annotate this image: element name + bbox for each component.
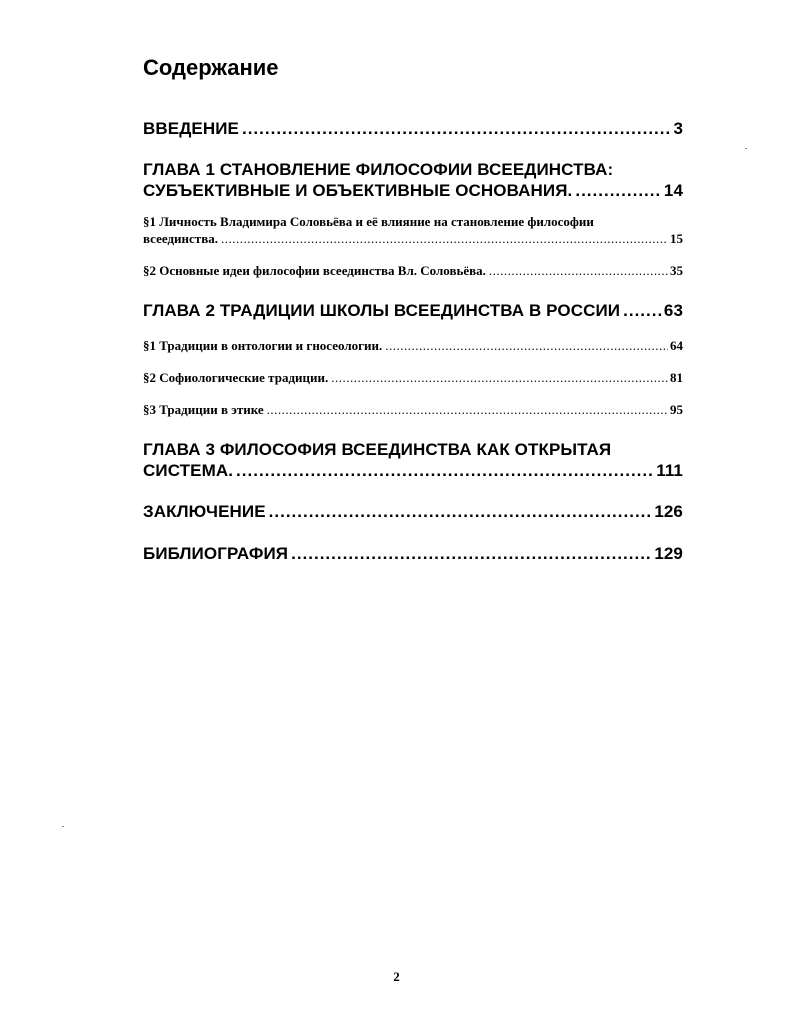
dot-leader xyxy=(221,230,668,247)
toc-page-number: 14 xyxy=(663,181,683,200)
toc-entry-text: ВВЕДЕНИЕ xyxy=(143,119,239,138)
toc-entry-chapter-2-section-1[interactable] xyxy=(143,337,683,354)
toc-title: Содержание xyxy=(143,55,279,80)
toc-entry-text: ГЛАВА 1 СТАНОВЛЕНИЕ ФИЛОСОФИИ ВСЕЕДИНСТВА: xyxy=(143,160,614,179)
toc-entry-text: §3 Традиции в этике xyxy=(143,402,264,417)
toc-entry-chapter-1[interactable] xyxy=(143,159,683,201)
dot-leader xyxy=(269,501,653,522)
toc-entry-chapter-2-section-3[interactable] xyxy=(143,401,683,418)
page-number: 2 xyxy=(393,969,400,984)
toc-page-number: 3 xyxy=(673,119,683,138)
toc-entry-chapter-2-section-2[interactable] xyxy=(143,369,683,386)
toc-entry-conclusion[interactable] xyxy=(143,501,683,522)
toc-entry-chapter-3[interactable] xyxy=(143,439,683,481)
dot-leader xyxy=(331,369,668,386)
toc-page-number: 126 xyxy=(654,502,683,521)
scan-speck xyxy=(62,826,64,827)
toc-entry-chapter-2[interactable] xyxy=(143,300,683,321)
toc-entry-bibliography[interactable] xyxy=(143,543,683,564)
dot-leader xyxy=(236,460,654,481)
toc-entry-text: ЗАКЛЮЧЕНИЕ xyxy=(143,502,266,521)
dot-leader xyxy=(291,543,652,564)
toc-entry-text: ГЛАВА 3 ФИЛОСОФИЯ ВСЕЕДИНСТВА КАК ОТКРЫТАЯ xyxy=(143,440,612,459)
dot-leader xyxy=(242,118,671,139)
toc-page-number: 129 xyxy=(654,544,683,563)
toc-entry-chapter-1-section-2[interactable] xyxy=(143,262,683,279)
toc-page-number: 95 xyxy=(670,402,683,417)
toc-entry-text: §1 Традиции в онтологии и гносеологии. xyxy=(143,338,383,353)
toc-entry-text: §2 Основные идеи философии всеединства Вл. Соловьёва. xyxy=(143,263,486,278)
toc-page-number: 81 xyxy=(670,370,683,385)
toc-entry-text: §2 Софиологические традиции. xyxy=(143,370,329,385)
dot-leader xyxy=(489,262,668,279)
dot-leader xyxy=(385,337,668,354)
dot-leader xyxy=(267,401,668,418)
toc-entry-text: §1 Личность Владимира Соловьёва и её влияние на становление философии xyxy=(143,214,594,229)
toc-entry-chapter-1-section-1[interactable] xyxy=(143,213,683,247)
toc-page-number: 15 xyxy=(670,231,683,246)
toc-page-number: 63 xyxy=(663,301,683,320)
dot-leader xyxy=(575,180,662,201)
dot-leader xyxy=(623,300,662,321)
toc-entry-text-cont: СИСТЕМА. xyxy=(143,461,234,480)
toc-entry-text-cont: всеединства. xyxy=(143,231,218,246)
toc-entry-intro[interactable] xyxy=(143,118,683,139)
toc-page-number: 35 xyxy=(670,263,683,278)
scan-speck xyxy=(745,148,747,149)
toc-page-number: 111 xyxy=(656,461,683,480)
toc-entry-text: ГЛАВА 2 ТРАДИЦИИ ШКОЛЫ ВСЕЕДИНСТВА В РОССИИ xyxy=(143,301,621,320)
toc-entry-text: БИБЛИОГРАФИЯ xyxy=(143,544,289,563)
toc-entry-text-cont: СУБЪЕКТИВНЫЕ И ОБЪЕКТИВНЫЕ ОСНОВАНИЯ. xyxy=(143,181,573,200)
toc-page-number: 64 xyxy=(670,338,683,353)
